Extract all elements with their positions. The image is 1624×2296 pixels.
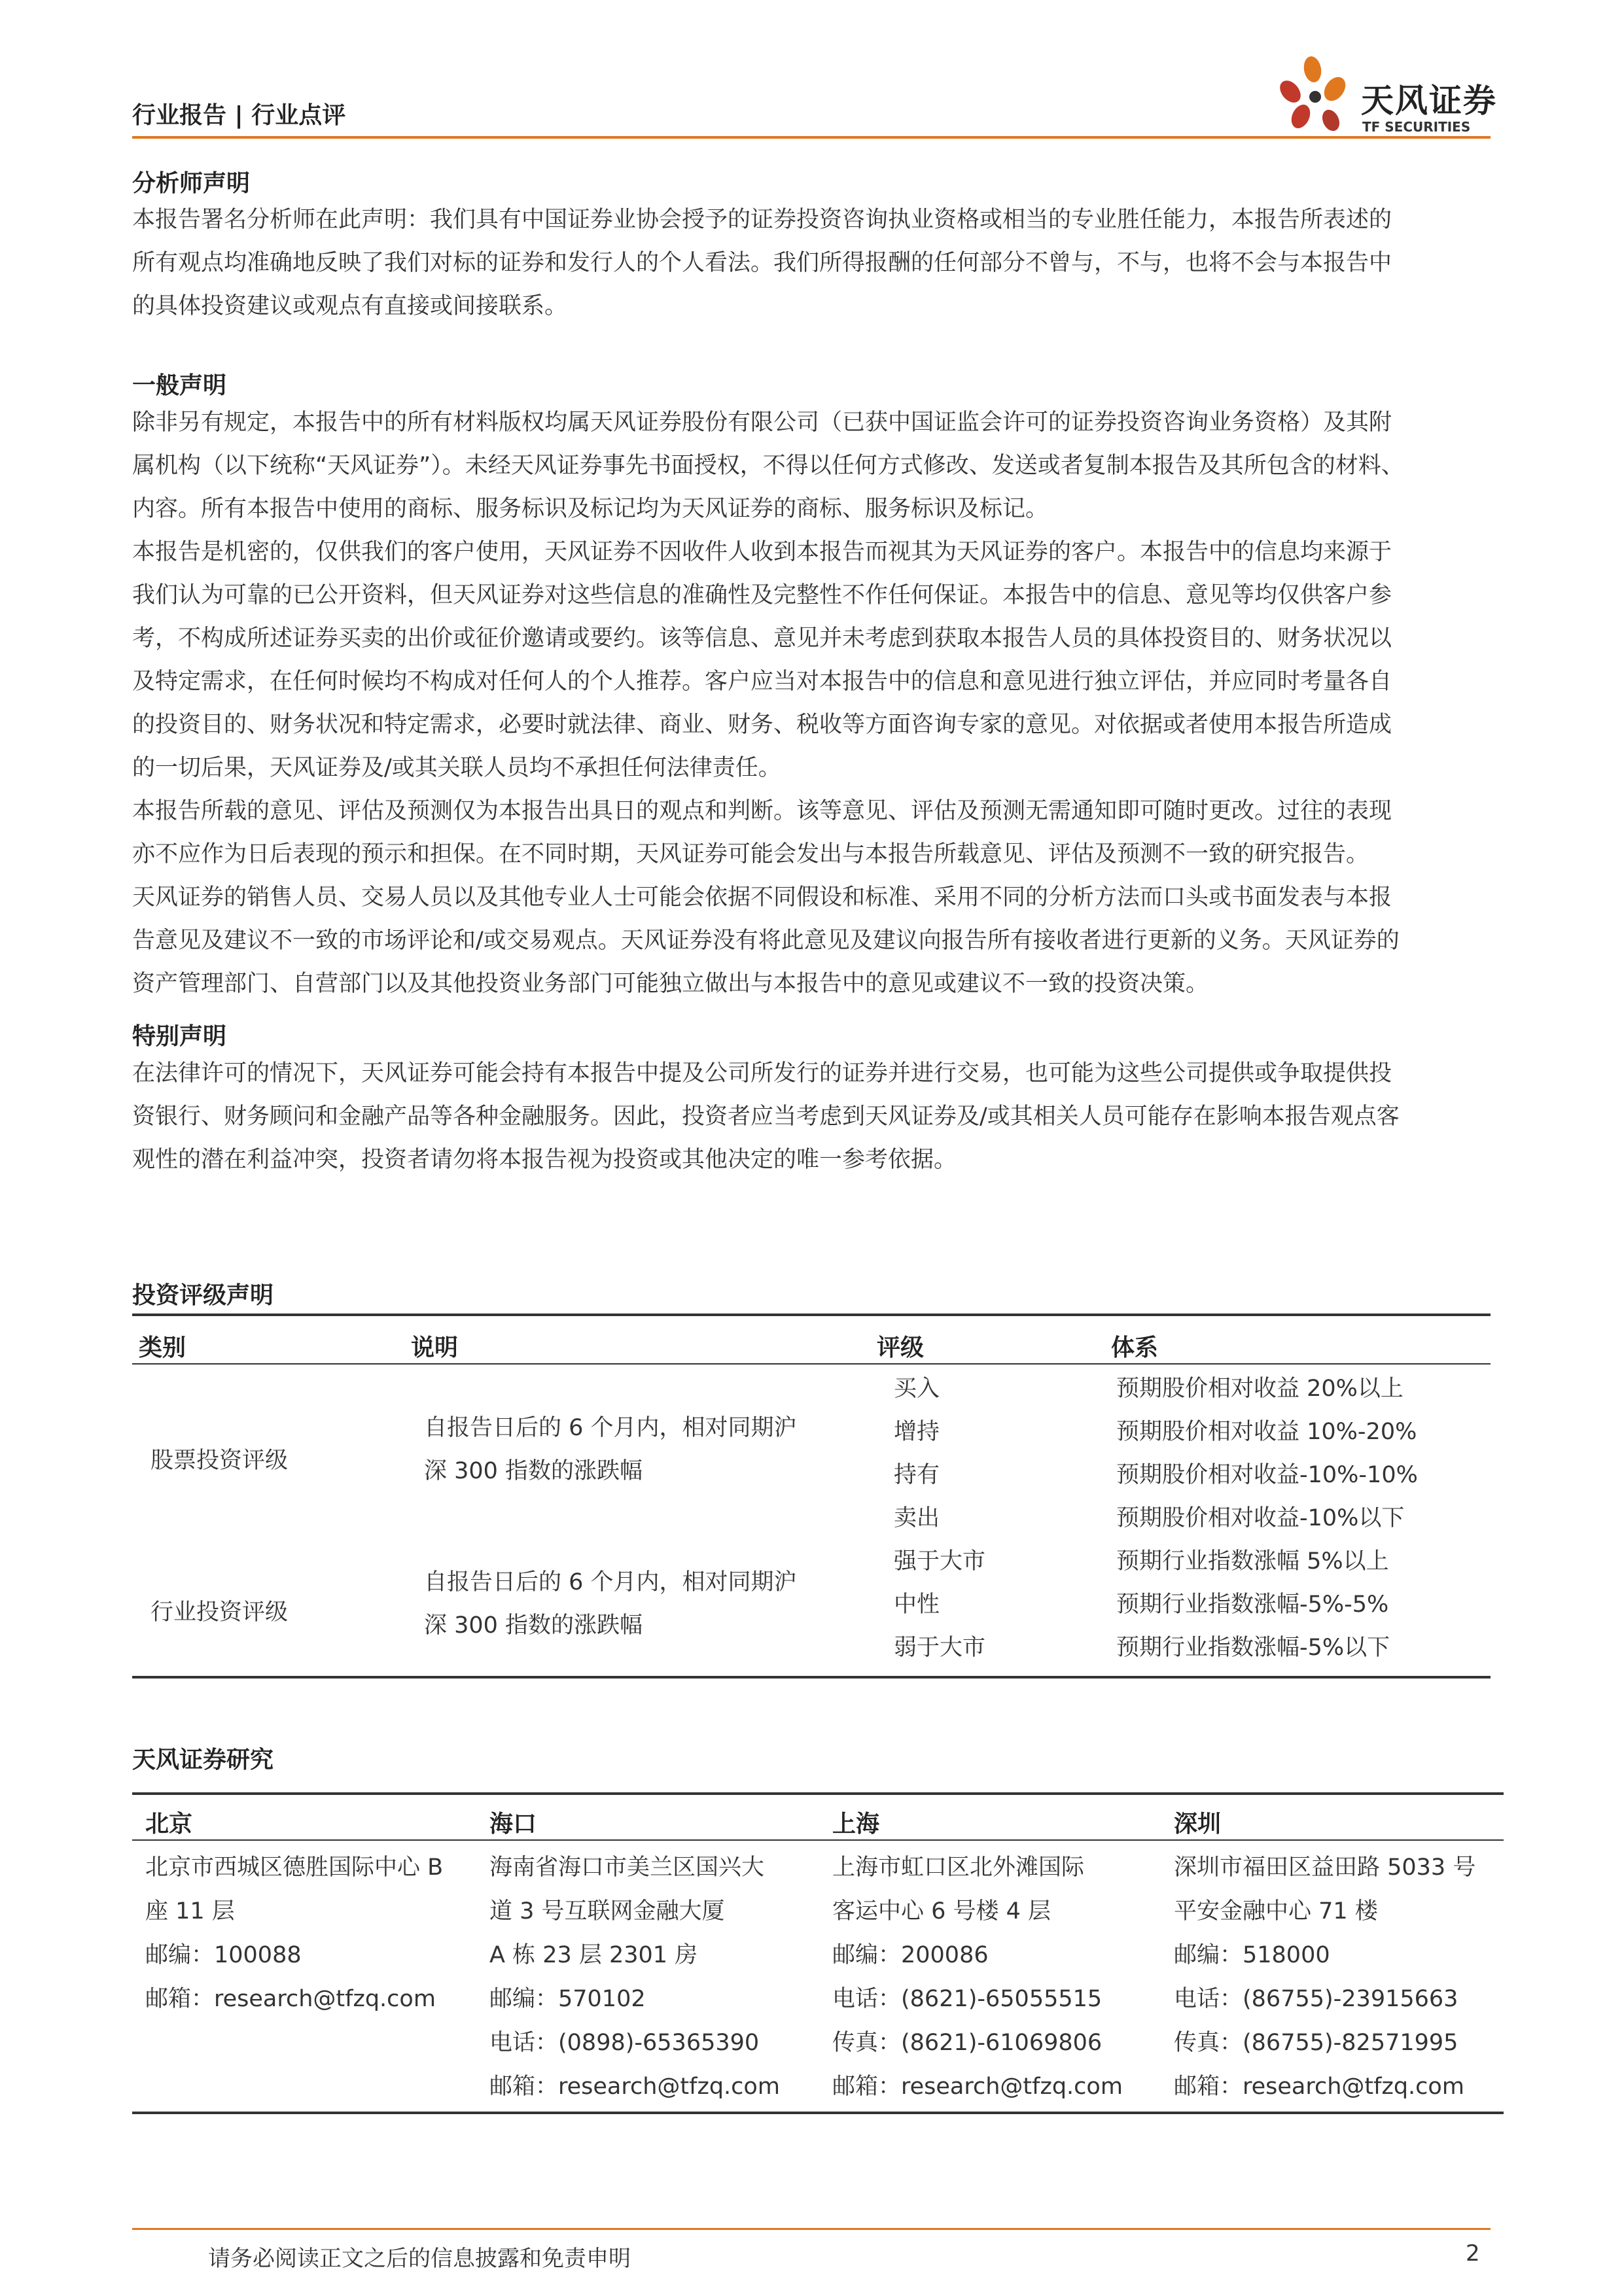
rating-table-header-rule xyxy=(132,1363,1491,1365)
research-title: 天风证券研究 xyxy=(132,1747,274,1773)
rating-system: 预期行业指数涨幅-5%-5% xyxy=(1116,1592,1389,1618)
office-shanghai-details: 上海市虹口区北外滩国际 客运中心 6 号楼 4 层 邮编：200086 电话：(8621)-65055515 传真：(8621)-61069806 邮箱：research@tfzq.com xyxy=(832,1854,1123,2100)
rating-grade: 卖出 xyxy=(894,1505,940,1531)
rating-system: 预期行业指数涨幅-5%以下 xyxy=(1116,1635,1390,1661)
rating-category: 行业投资评级 xyxy=(150,1599,289,1626)
rating-grade: 中性 xyxy=(894,1592,940,1618)
office-city-shenzhen: 深圳 xyxy=(1174,1811,1222,1837)
rating-grade: 买入 xyxy=(894,1376,940,1402)
logo-en-text: TF SECURITIES xyxy=(1362,119,1471,135)
general-statement: 除非另有规定，本报告中的所有材料版权均属天风证券股份有限公司（已获中国证监会许可的证券投资咨询业务资格）及其附 属机构（以下统称“天风证券”）。未经天风证券事先书面授权，不得以任何方式修改、发送或者复制本报告及其所包含的材料、 内容。所有本报告中使用的商标、服务标识及标记均为天风证券的商标、服务标识及标记。 本报告是机密的，仅供我们的客户使用，天风证券不因收件人收到本报告而视其为天风证券的客户。本报告中的信息均来源于 我们认为可靠的已公开资料，但天风证券对这些信息的准确性及完整性不作任何保证。本报告中的信息、意见等均仅供客户参 考，不构成所述证券买卖的出价或征价邀请或要约。该等信息、意见并未考虑到获取本报告人员的具体投资目的、财务状况以 及特定需求，在任何时候均不构成对任何人的个人推荐。客户应当对本报告中的信息和意见进行独立评估，并应同时考量各自 的投资目的、财务状况和特定需求，必要时就法律、商业、财务、税收等方面咨询专家的意见。对依据或者使用本报告所造成 的一切后果，天风证券及/或其关联人员均不承担任何法律责任。 本报告所载的意见、评估及预测仅为本报告出具日的观点和判断。该等意见、评估及预测无需通知即可随时更改。过往的表现 亦不应作为日后表现的预示和担保。在不同时期，天风证券可能会发出与本报告所载意见、评估及预测不一致的研究报告。 天风证券的销售人员、交易人员以及其他专业人士可能会依据不同假设和标准、采用不同的分析方法而口头或书面发表与本报 告意见及建议不一致的市场评论和/或交易观点。天风证券没有将此意见及建议向报告所有接收者进行更新的义务。天风证券的 资产管理部门、自营部门以及其他投资业务部门可能独立做出与本报告中的意见或建议不一致的投资决策。 xyxy=(132,409,1404,997)
analyst-statement: 本报告署名分析师在此声明：我们具有中国证券业协会授予的证券投资咨询执业资格或相当的专业胜任能力，本报告所表述的 所有观点均准确地反映了我们对标的证券和发行人的个人看法。我们所得报酬的任何部分不曾与，不与，也将不会与本报告中 的具体投资建议或观点有直接或间接联系。 xyxy=(132,207,1392,319)
footer-divider xyxy=(132,2228,1491,2230)
rating-system: 预期股价相对收益-10%以下 xyxy=(1116,1505,1405,1531)
rating-category: 股票投资评级 xyxy=(150,1448,289,1474)
rating-header-category: 类别 xyxy=(139,1334,186,1361)
rating-grade: 增持 xyxy=(894,1419,940,1445)
office-city-haikou: 海口 xyxy=(489,1811,537,1837)
office-beijing-details: 北京市西城区德胜国际中心 B 座 11 层 邮编：100088 邮箱：research@tfzq.com xyxy=(145,1854,444,2012)
section-heading-special: 特别声明 xyxy=(132,1023,227,1050)
rating-table-top-rule xyxy=(132,1313,1491,1316)
rating-table-title: 投资评级声明 xyxy=(132,1282,274,1309)
office-city-beijing: 北京 xyxy=(145,1811,193,1837)
section-heading-general: 一般声明 xyxy=(132,372,227,399)
offices-bottom-rule xyxy=(132,2112,1504,2114)
rating-grade: 强于大市 xyxy=(894,1548,986,1574)
page-number: 2 xyxy=(1466,2240,1480,2267)
rating-grade: 弱于大市 xyxy=(894,1635,986,1661)
rating-table-bottom-rule xyxy=(132,1676,1491,1679)
offices-header-rule xyxy=(132,1839,1504,1841)
section-heading-analyst: 分析师声明 xyxy=(132,170,251,197)
rating-system: 预期股价相对收益 20%以上 xyxy=(1116,1376,1403,1402)
rating-system: 预期股价相对收益-10%-10% xyxy=(1116,1462,1418,1488)
header-divider xyxy=(132,136,1491,139)
logo-cn-text: 天风证券 xyxy=(1361,82,1497,120)
office-city-shanghai: 上海 xyxy=(832,1811,880,1837)
rating-header-description: 说明 xyxy=(411,1334,459,1361)
rating-header-system: 体系 xyxy=(1111,1334,1159,1361)
footer-disclaimer: 请务必阅读正文之后的信息披露和免责申明 xyxy=(208,2246,631,2272)
report-type-title: 行业报告 | 行业点评 xyxy=(132,102,346,129)
office-haikou-details: 海南省海口市美兰区国兴大 道 3 号互联网金融大厦 A 栋 23 层 2301 房 邮编：570102 电话：(0898)-65365390 邮箱：research@tfzq.com xyxy=(489,1854,780,2100)
rating-header-grade: 评级 xyxy=(877,1334,925,1361)
flower-logo-icon xyxy=(1275,52,1360,144)
rating-description: 自报告日后的 6 个月内，相对同期沪 深 300 指数的涨跌幅 xyxy=(424,1569,797,1639)
rating-system: 预期行业指数涨幅 5%以上 xyxy=(1116,1548,1389,1574)
company-logo xyxy=(1275,52,1510,144)
office-shenzhen-details: 深圳市福田区益田路 5033 号 平安金融中心 71 楼 邮编：518000 电话：(86755)-23915663 传真：(86755)-82571995 邮箱：research@tfzq.com xyxy=(1174,1854,1476,2100)
special-statement: 在法律许可的情况下，天风证券可能会持有本报告中提及公司所发行的证券并进行交易，也可能为这些公司提供或争取提供投 资银行、财务顾问和金融产品等各种金融服务。因此，投资者应当考虑到天风证券及/或其相关人员可能存在影响本报告观点客 观性的潜在利益冲突，投资者请勿将本报告视为投资或其他决定的唯一参考依据。 xyxy=(132,1060,1400,1173)
rating-system: 预期股价相对收益 10%-20% xyxy=(1116,1419,1417,1445)
offices-top-rule xyxy=(132,1792,1504,1795)
rating-grade: 持有 xyxy=(894,1462,940,1488)
rating-description: 自报告日后的 6 个月内，相对同期沪 深 300 指数的涨跌幅 xyxy=(424,1415,797,1484)
